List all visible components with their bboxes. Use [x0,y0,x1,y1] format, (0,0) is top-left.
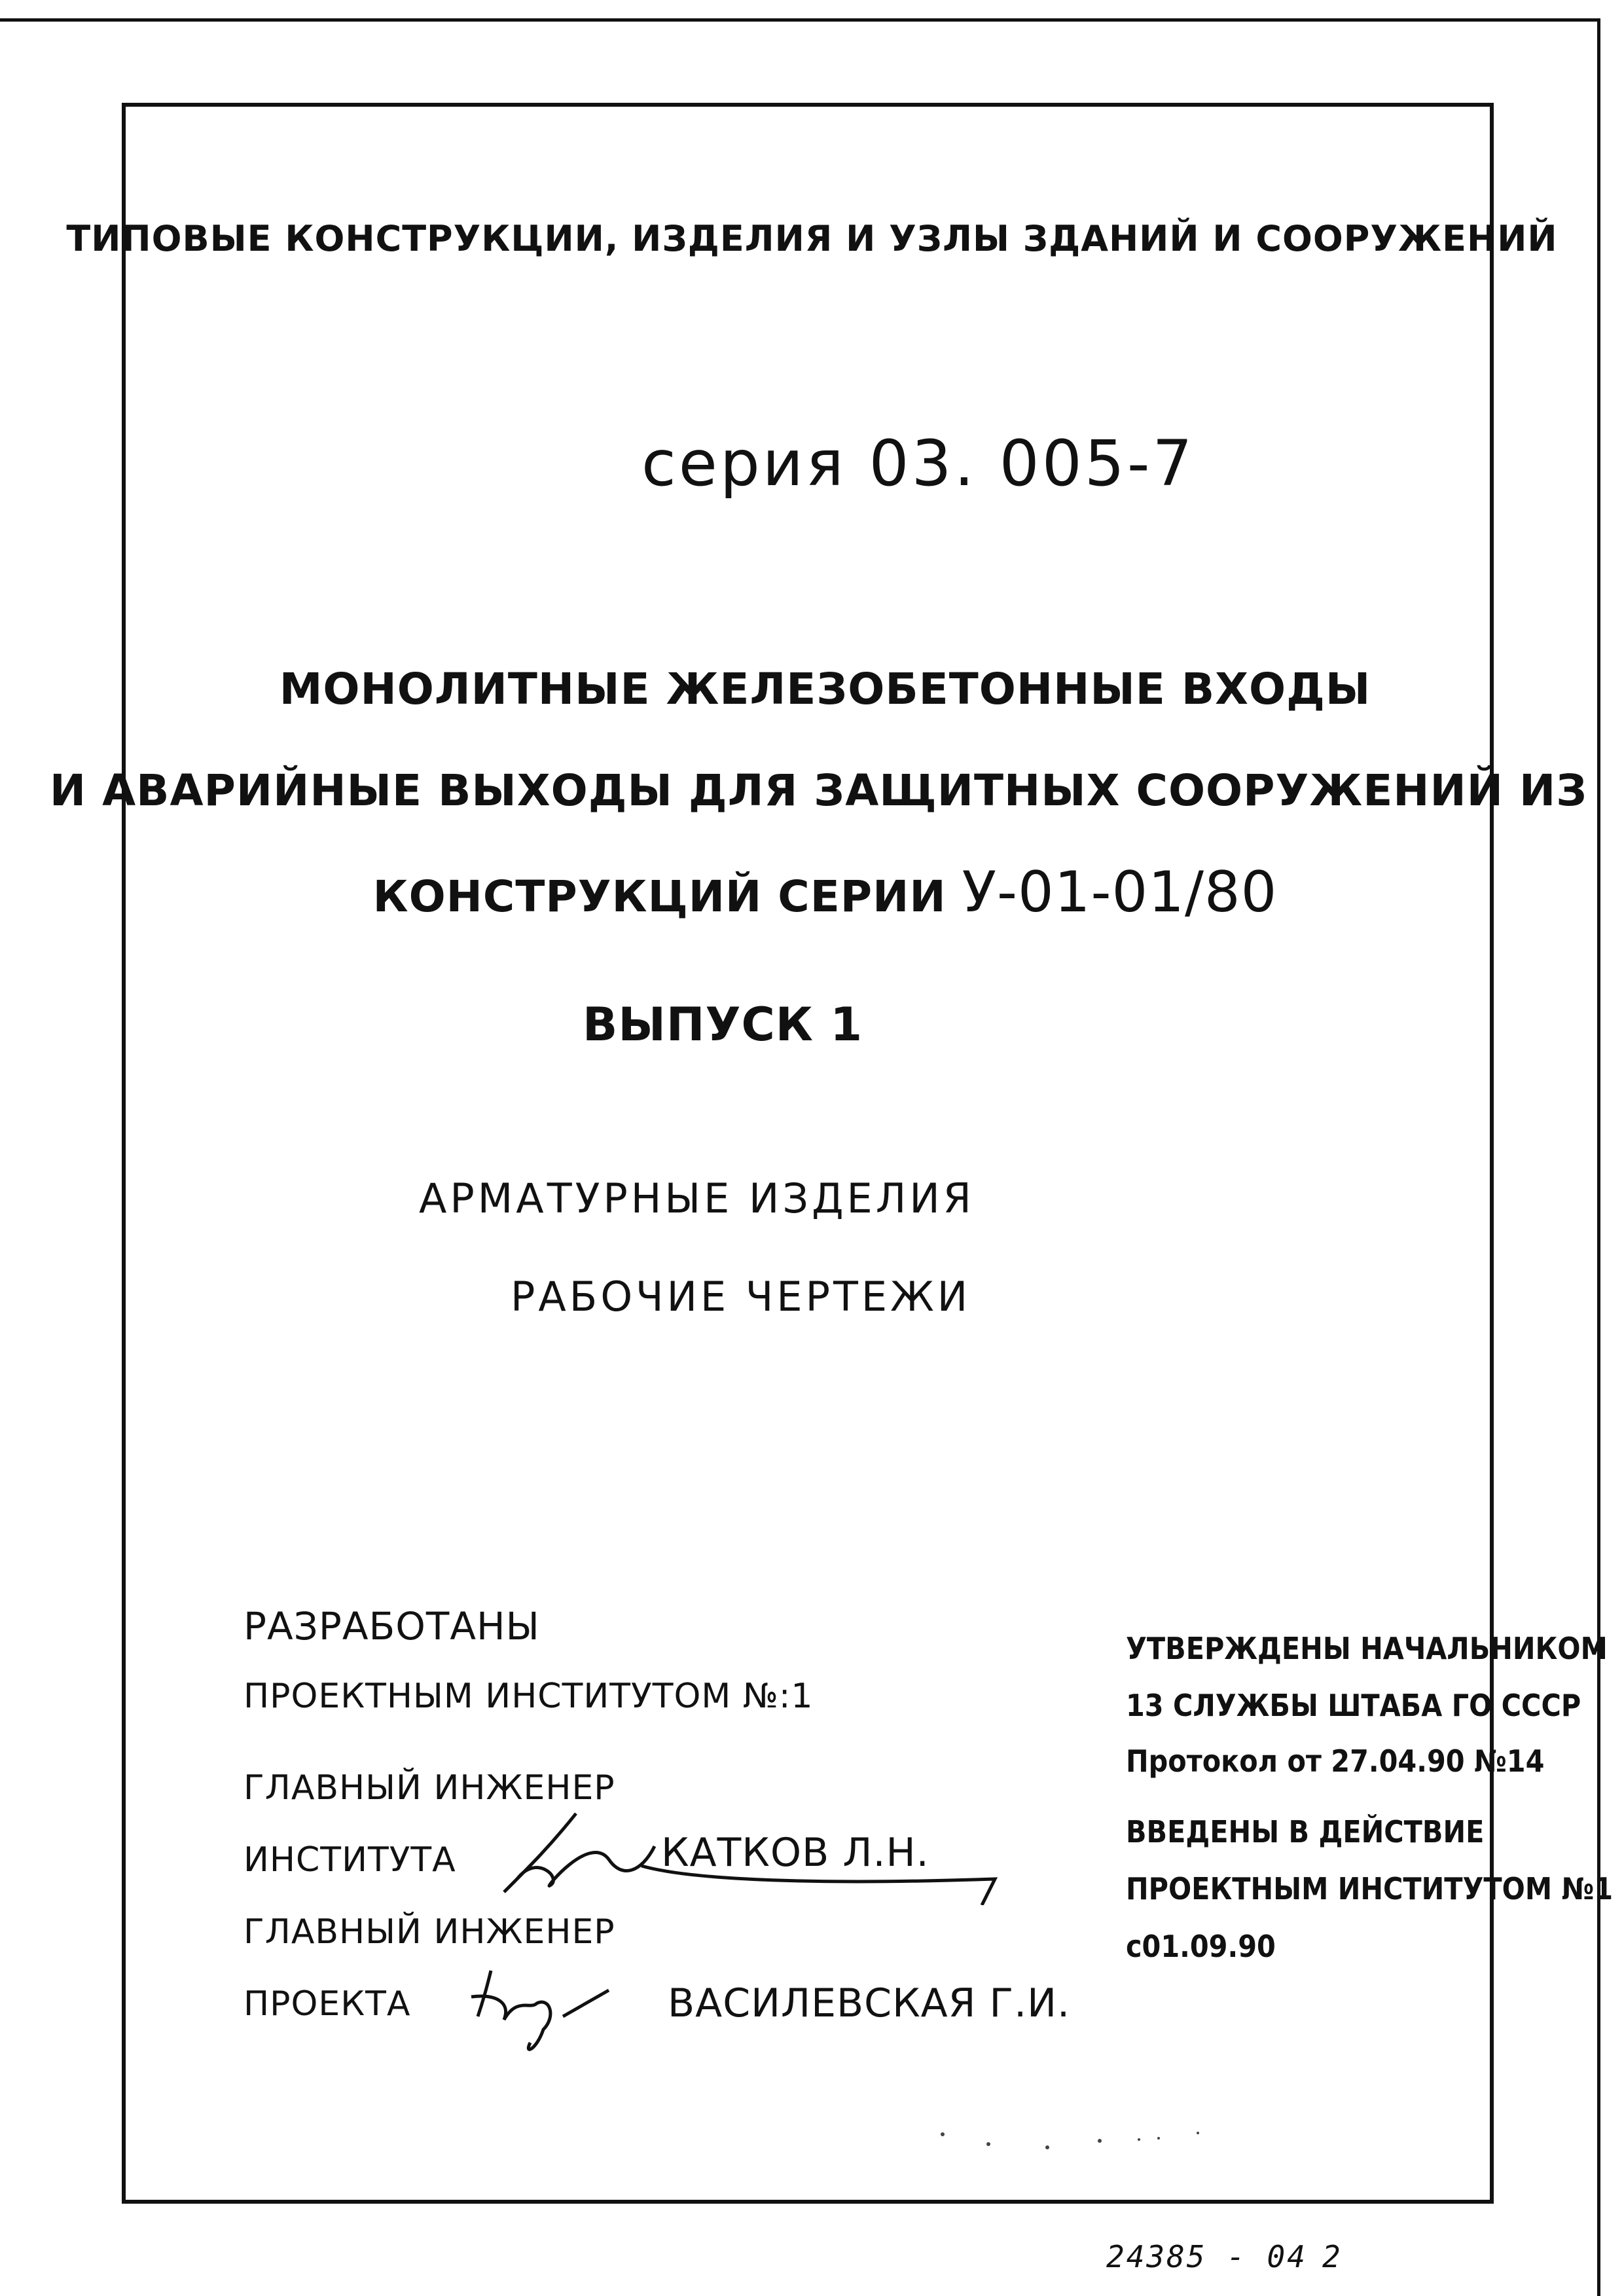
issue-number: ВЫПУСК 1 [583,998,863,1051]
series-group-heading: ТИПОВЫЕ КОНСТРУКЦИИ, ИЗДЕЛИЯ И УЗЛЫ ЗДАНИЙ И СООРУЖЕНИЙ [66,218,1558,259]
approval-line-4: ВВЕДЕНЫ В ДЕЙСТВИЕ [1126,1814,1485,1850]
approval-line-1: УТВЕРЖДЕНЫ НАЧАЛЬНИКОМ [1126,1631,1608,1666]
developed-by: ПРОЕКТНЫМ ИНСТИТУТОМ №:1 [244,1677,814,1716]
scan-specks [929,2121,1322,2160]
signature-katkov [478,1807,1015,1905]
title-series-code: У-01-01/80 [962,860,1278,925]
title-line-1: МОНОЛИТНЫЕ ЖЕЛЕЗОБЕТОННЫЕ ВХОДЫ [279,664,1371,714]
subtitle-drawings: РАБОЧИЕ ЧЕРТЕЖИ [511,1273,971,1321]
document-code: 24385 - 04 [1106,2239,1307,2274]
chief-engineer-institute-name: КАТКОВ Л.Н. [661,1830,929,1876]
scan-top-edge [0,18,1597,22]
chief-engineer-project-label-1: ГЛАВНЫЙ ИНЖЕНЕР [244,1912,615,1952]
approval-line-6: с01.09.90 [1126,1929,1276,1964]
signature-vasilevskaya [458,1958,655,2062]
title-line-3-text: КОНСТРУКЦИЙ СЕРИИ [372,871,947,922]
title-line-3 [0,860,1624,925]
chief-engineer-institute-label-1: ГЛАВНЫЙ ИНЖЕНЕР [244,1768,615,1808]
scan-right-edge [1597,18,1600,2296]
approval-line-3: Протокол от 27.04.90 №14 [1126,1743,1545,1779]
chief-engineer-project-name: ВАСИЛЕВСКАЯ Г.И. [668,1980,1071,2026]
series-number: серия 03. 005-7 [641,427,1195,500]
approval-line-2: 13 СЛУЖБЫ ШТАБА ГО СССР [1126,1688,1581,1723]
chief-engineer-project-label-2: ПРОЕКТА [244,1984,411,2024]
sheet-number: 2 [1322,2239,1341,2274]
title-line-2: И АВАРИЙНЫЕ ВЫХОДЫ ДЛЯ ЗАЩИТНЫХ СООРУЖЕНИЙ ИЗ [49,765,1588,816]
chief-engineer-institute-label-2: ИНСТИТУТА [244,1840,456,1880]
developed-label: РАЗРАБОТАНЫ [244,1604,540,1649]
subtitle-reinforcement: АРМАТУРНЫЕ ИЗДЕЛИЯ [419,1175,975,1222]
approval-line-5: ПРОЕКТНЫМ ИНСТИТУТОМ №1 [1126,1871,1614,1906]
